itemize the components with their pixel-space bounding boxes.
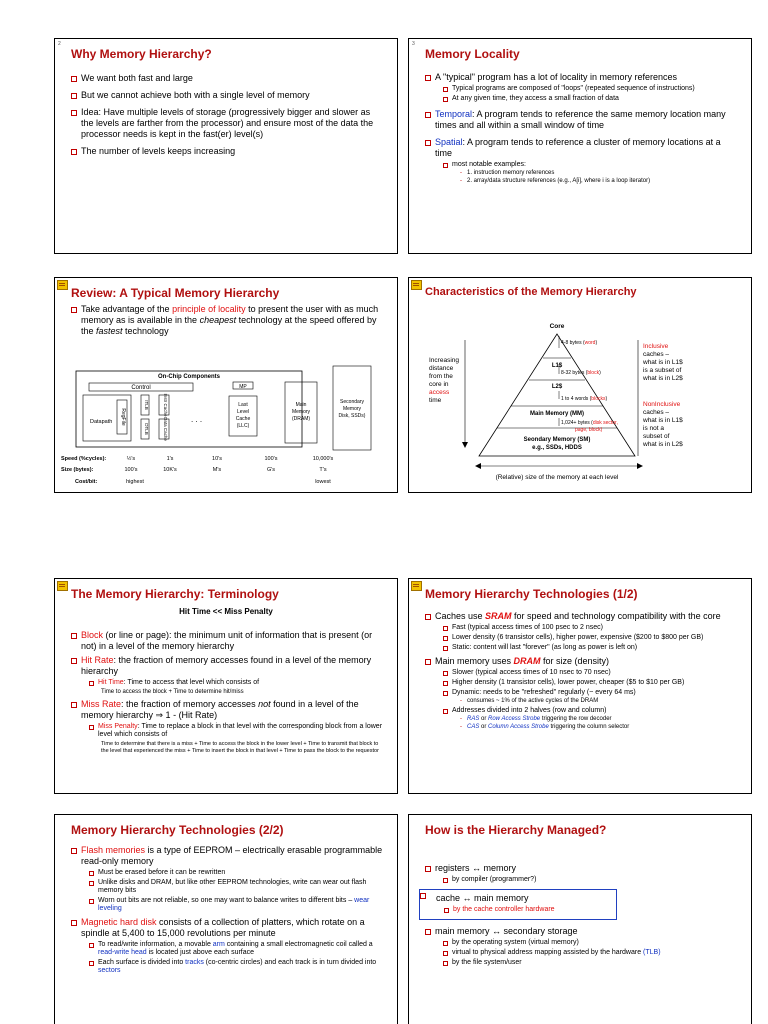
slide-terminology [54, 578, 398, 794]
main-line: Main [295, 402, 307, 408]
control-label: Control [131, 385, 151, 391]
misspen-detail: Time to determine that there is a miss + Time to access the block in the lower level + Time to transmit that block to the level that experienced the miss + Time to insert the block in that level + Time to pass the block to the requestor [101, 741, 379, 754]
sub-sub-bullet: - CAS or Column Access Strobe triggering the column selector [460, 724, 739, 731]
sub-bullet: by compiler (programmer?) [443, 876, 739, 884]
bullet: Idea: Have multiple levels of storage (progressively bigger and slower as the levels are farther from the processor) and ensure most of the data the processor needs is kept in the fast(er) level(s) [71, 107, 385, 140]
core-label: Core [549, 323, 565, 330]
mp-label: MP [239, 384, 247, 390]
nonincl-text: subset of [643, 433, 670, 440]
llc-line: (LLC) [236, 423, 250, 429]
row-value: 100's [124, 467, 138, 473]
bullet: Spatial: A program tends to reference a cluster of memory locations at a time most notable examples: - 1. instruction memory references - 2. array/data structure references (e.g., A[i], where i is a loop iterator) [425, 137, 739, 185]
bytes-label-cont: page, block) [575, 427, 603, 433]
bullet: Take advantage of the principle of locality to present the user with as much memory as is available in the cheapest technology at the speed offered by the fastest technology [71, 304, 385, 337]
nonincl-text: caches – [643, 409, 670, 416]
sub-bullet: Worn out bits are not reliable, so one may want to balance writes to different bits – wear leveling [89, 897, 385, 913]
secondary-line: Memory [342, 406, 362, 412]
bullet: Flash memories is a type of EEPROM – electrically erasable programmable read-only memory Must be erased before it can be rewritten Unlike disks and DRAM, but like other EEPROM technologies, write can wear out flash memory bits Worn out bits are not reliable, so one may want to balance writes to different bits – wear leveling [71, 845, 385, 913]
noninclusive-label: NonInclusive [643, 401, 681, 408]
bytes-label: 1,024+ bytes (disk sector, [561, 420, 618, 426]
llc-line: Level [237, 409, 249, 415]
datapath-label: Datapath [90, 419, 113, 425]
left-text: from the [429, 373, 453, 380]
sub-bullet: Typical programs are composed of "loops" (repeated sequence of instructions) [443, 85, 739, 93]
note-icon [57, 581, 68, 591]
bytes-label: 8-32 bytes (block) [561, 370, 601, 376]
sub-sub-bullet: - consumes ~ 1% of the active cycles of the DRAM [460, 698, 739, 705]
row-value: G's [266, 467, 276, 473]
memory-hierarchy-diagram [55, 278, 398, 493]
slide-title: Memory Hierarchy Technologies (1/2) [425, 587, 638, 601]
data-cache-label: Data Cache [163, 417, 168, 441]
sub-bullet: To read/write information, a movable arm containing a small electromagnetic coil called a read-write head is located just above each surface [89, 941, 385, 957]
onchip-label: On-Chip Components [158, 374, 220, 380]
sub-bullet: Unlike disks and DRAM, but like other EEPROM technologies, write can wear out flash memory bits [89, 879, 385, 895]
llc-line: Last [238, 402, 248, 408]
bullet: main memory ↔ secondary storage by the operating system (virtual memory) virtual to physical address mapping assisted by the hardware (TLB) by the file system/user [425, 926, 739, 967]
row-label: Speed (%cycles): [61, 456, 107, 462]
slide-memory-locality: 3 Memory Locality A "typical" program has a lot of locality in memory references Typical programs are composed of "loops" (repeated sequence of instructions) At any given time, they access a small fraction of data Temporal: A program tends to reference the same memory location many times and all within a small window of time Spatial: A program tends to reference a cluster of memory locations at a time most notable examples: - 1. instruction memory references - 2. array/data structure references (e.g., A[i], where i is a loop iterator) [408, 38, 752, 254]
bullet: Hit Rate: the fraction of memory accesses found in a level of the memory hierarchy Hit Time: Time to access that level which consists of Time to access the block + Time to determine hit/miss [71, 655, 385, 696]
sub-bullet: Lower density (6 transistor cells), higher power, expensive ($200 to $800 per GB) [443, 634, 739, 642]
sub-bullet: Addresses divided into 2 halves (row and column) - RAS or Row Access Strobe triggering the row decoder - CAS or Column Access Strobe triggering the column selector [443, 707, 739, 731]
row-value: 10K's [163, 467, 177, 473]
slide-title: Memory Hierarchy Technologies (2/2) [71, 823, 284, 837]
pyramid-diagram [409, 278, 752, 493]
sub-bullet: Higher density (1 transistor cells), lower power, cheaper ($5 to $10 per GB) [443, 679, 739, 687]
slide-title: The Memory Hierarchy: Terminology [71, 587, 279, 601]
sub-bullet: by the cache controller hardware [444, 906, 612, 914]
llc-line: Cache [235, 416, 251, 422]
level-sm-eg: e.g., SSDs, HDDS [532, 445, 582, 451]
inclusive-label: Inclusive [643, 343, 669, 350]
sub-bullet: At any given time, they access a small fraction of data [443, 95, 739, 103]
left-text: core in [429, 381, 449, 388]
incl-text: what is in L1$ [643, 359, 683, 366]
incl-text: what is in L2$ [643, 375, 683, 382]
incl-text: is a subset of [643, 367, 682, 374]
row-value: highest [126, 479, 144, 485]
dtlb-label: DTLB [144, 423, 149, 435]
sub-bullet: Static: content will last "forever" (as long as power is left on) [443, 644, 739, 652]
slide-title: Characteristics of the Memory Hierarchy [425, 286, 637, 298]
row-value: 1's [166, 456, 174, 462]
slide-technologies-2 [54, 814, 398, 1024]
sub-bullet: by the file system/user [443, 959, 739, 967]
secondary-line: Secondary [340, 399, 364, 405]
regfile-label: RegFile [120, 408, 126, 426]
bullet: A "typical" program has a lot of locality in memory references Typical programs are composed of "loops" (repeated sequence of instructions) At any given time, they access a small fraction of data [425, 72, 739, 103]
sub-bullet: Miss Penalty: Time to replace a block in that level with the corresponding block from a lower level which consists of [89, 723, 385, 739]
main-line: Memory [291, 409, 311, 415]
left-text: time [429, 397, 442, 404]
sub-sub-bullet: - 1. instruction memory references [460, 170, 739, 177]
row-value: 10's [212, 456, 222, 462]
nonincl-text: what is in L2$ [643, 441, 683, 448]
sub-sub-bullet: - RAS or Row Access Strobe triggering the row decoder [460, 716, 739, 723]
row-value: lowest [315, 479, 331, 485]
instr-cache-label: Instr Cache [163, 393, 168, 417]
bullet: Temporal: A program tends to reference the same memory location many times and all within a small window of time [425, 109, 739, 131]
subtitle: Hit Time << Miss Penalty [179, 607, 273, 616]
bullet: Main memory uses DRAM for size (density) Slower (typical access times of 10 nsec to 70 nsec) Higher density (1 transistor cells), lower power, cheaper ($5 to $10 per GB) Dynamic: needs to be "refreshed" regularly (~ every 64 ms) - consumes ~ 1% of the active cycles of the DRAM Addresses divided into 2 halves (row and column) - RAS or Row Access Strobe triggering the row decoder - CAS or Column Access Strobe triggering the column selector [425, 656, 739, 731]
incl-text: caches – [643, 351, 670, 358]
row-value: 100's [264, 456, 278, 462]
bullet: registers ↔ memory by compiler (programmer?) [425, 863, 739, 884]
hittime-detail: Time to access the block + Time to determine hit/miss [101, 689, 244, 695]
itlb-label: ITLB [144, 400, 149, 410]
nonincl-text: what is in L1$ [643, 417, 683, 424]
bullet: Block (or line or page): the minimum unit of information that is present (or not) in a level of the memory hierarchy [71, 630, 385, 652]
left-text: distance [429, 365, 454, 372]
slide-title: Why Memory Hierarchy? [71, 47, 212, 61]
level-sm: Seondary Memory (SM) [523, 437, 591, 443]
sub-bullet: Dynamic: needs to be "refreshed" regularly (~ every 64 ms) - consumes ~ 1% of the active cycles of the DRAM [443, 689, 739, 705]
sub-bullet: Each surface is divided into tracks (co-centric circles) and each track is in turn divided into sectors [89, 959, 385, 975]
slide-characteristics [408, 277, 752, 493]
bytes-label: 1 to 4 words (blocks) [561, 396, 608, 402]
dots: . . . [191, 415, 203, 424]
sub-bullet: Fast (typical access times of 100 psec to 2 nsec) [443, 624, 739, 632]
left-text-red: access [429, 389, 450, 396]
level-l1: L1$ [551, 363, 563, 369]
row-value: M's [212, 467, 222, 473]
sub-bullet: Hit Time: Time to access that level which consists of [89, 679, 385, 687]
bullet: We want both fast and large [71, 73, 385, 84]
row-label: Size (bytes): [61, 467, 94, 473]
bullet: But we cannot achieve both with a single level of memory [71, 90, 385, 101]
row-value: ½'s [126, 456, 136, 462]
slide-title: Review: A Typical Memory Hierarchy [71, 286, 280, 300]
onchip-box [76, 371, 302, 447]
main-line: (DRAM) [291, 416, 311, 422]
sub-bullet: by the operating system (virtual memory) [443, 939, 739, 947]
row-label: Cost/bit: [75, 479, 98, 485]
left-text: Increasing [429, 357, 459, 364]
sub-sub-bullet: - 2. array/data structure references (e.g., A[i], where i is a loop iterator) [460, 178, 739, 185]
nonincl-text: is not a [643, 425, 664, 432]
slide-hierarchy-managed [408, 814, 752, 1024]
row-value: T's [319, 467, 327, 473]
bottom-label: (Relative) size of the memory at each level [495, 474, 619, 481]
bytes-label: 4-8 bytes (word) [561, 340, 598, 346]
sub-bullet: Slower (typical access times of 10 nsec to 70 nsec) [443, 669, 739, 677]
bullet: Magnetic hard disk consists of a collection of platters, which rotate on a spindle at 5,400 to 15,000 revolutions per minute To read/write information, a movable arm containing a small electromagnetic coil called a read-write head is located just above each surface Each surface is divided into tracks (co-centric circles) and each track is in turn divided into sectors [71, 917, 385, 975]
slide-title: Memory Locality [425, 47, 520, 61]
sub-bullet: virtual to physical address mapping assisted by the hardware (TLB) [443, 949, 739, 957]
secondary-line: Disk, SSDs) [338, 413, 366, 419]
slide-title: How is the Hierarchy Managed? [425, 823, 607, 837]
level-l2: L2$ [551, 384, 563, 390]
bullet: The number of levels keeps increasing [71, 146, 385, 157]
sub-bullet: Must be erased before it can be rewritten [89, 869, 385, 877]
slide-typical-memory-hierarchy [54, 277, 398, 493]
sub-bullet: most notable examples: - 1. instruction memory references - 2. array/data structure references (e.g., A[i], where i is a loop iterator) [443, 161, 739, 185]
row-value: 10,000's [312, 456, 334, 462]
bullet: Miss Rate: the fraction of memory accesses not found in a level of the memory hierarchy ⇒ 1 - (Hit Rate) Miss Penalty: Time to replace a block in that level with the corresponding block from a lower level which consists of Time to determine that there is a miss + Time to access the block in the lower level + Time to transmit that block to the level that experienced the miss + Time to insert the block in that level + Time to pass the block to the requestor [71, 699, 385, 754]
level-mm: Main Memory (MM) [530, 411, 584, 417]
slide-why-memory-hierarchy: 2 Why Memory Hierarchy? We want both fast and large But we cannot achieve both with a single level of memory Idea: Have multiple levels of storage (progressively bigger and slower as the levels are farther from the processor) and ensure most of the data the processor needs is kept in the fast(er) level(s) The number of levels keeps increasing [54, 38, 398, 254]
bullet: Caches use SRAM for speed and technology compatibility with the core Fast (typical access times of 100 psec to 2 nsec) Lower density (6 transistor cells), higher power, expensive ($200 to $800 per GB) Static: content will last "forever" (as long as power is left on) [425, 611, 739, 652]
highlighted-bullet: cache ↔ main memory by the cache controller hardware [419, 889, 617, 920]
note-icon [411, 581, 422, 591]
slide-technologies-1 [408, 578, 752, 794]
